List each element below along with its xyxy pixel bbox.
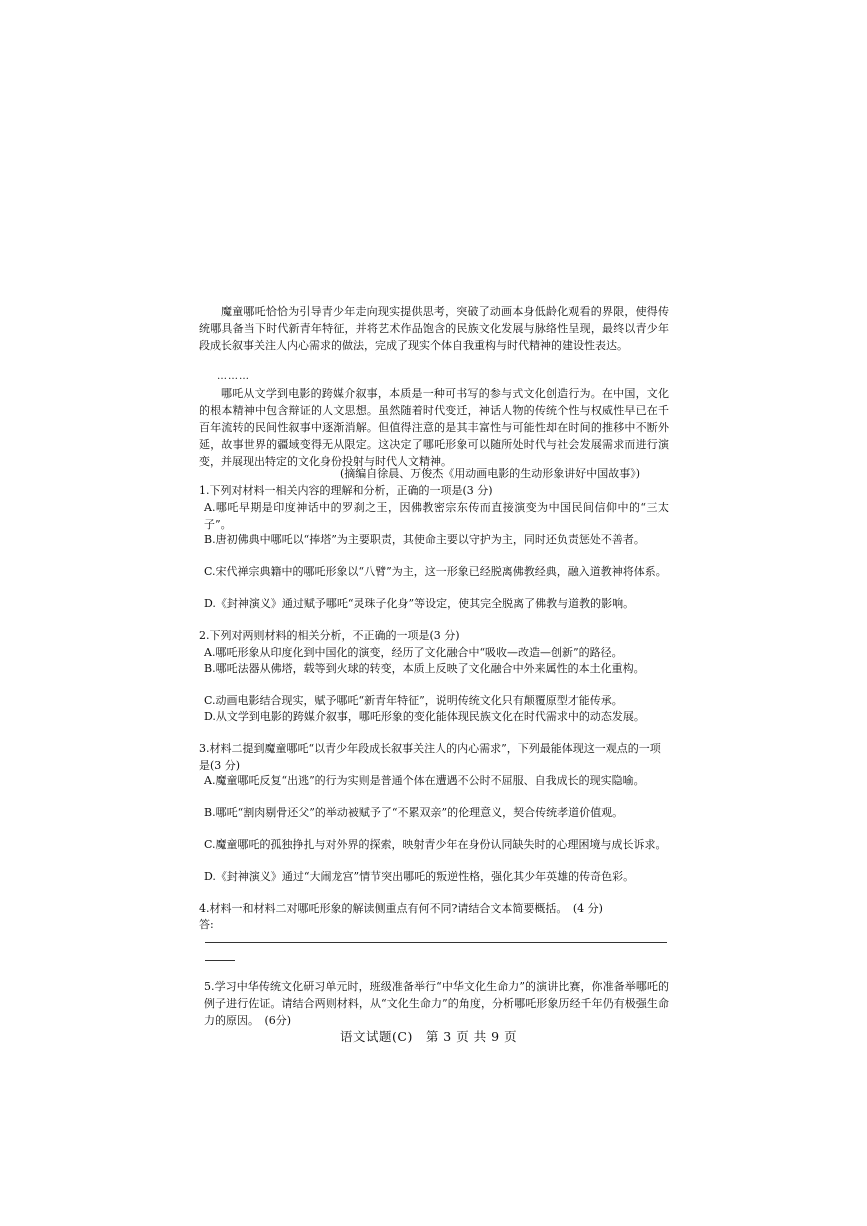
passage-paragraph-1: 魔童哪吒恰恰为引导青少年走向现实提供思考，突破了动画本身低龄化观看的界限，使得传统哪具备当下时代新青年特征，并将艺术作品饱含的民族文化发展与脉络性呈现，最终以青少年段成长叙事关注人内心需求的做法，完成了现实个体自我重构与时代精神的建设性表达。 — [199, 305, 669, 352]
question-1-option-d: D.《封神演义》通过赋予哪吒“灵珠子化身”等设定，使其完全脱离了佛教与道教的影响。 — [204, 597, 635, 610]
passage-paragraph-2: 哪吒从文学到电影的跨媒介叙事，本质是一种可书写的参与式文化创造行为。在中国，文化的根本精神中包含辩证的人文思想。虽然随着时代变迁，神话人物的传统个性与权威性早已在千百年流转的民间性叙事中逐渐消解。但值得注意的是其丰富性与可能性却在时间的推移中不断外延，故事世界的疆域变得无从限定。这决定了哪吒形象可以随所处时代与社会发展需求而进行演变，并展现出特定的文化身份投射与时代人文精神。 — [199, 387, 669, 468]
passage-source: (摘编自徐晨、万俊杰《用动画电影的生动形象讲好中国故事》) — [340, 467, 641, 480]
question-1-option-a: A.哪吒早期是印度神话中的罗刹之王，因佛教密宗东传而直接演变为中国民间信仰中的“三太子”。 — [204, 501, 669, 531]
question-2-option-d: D.从文学到电影的跨媒介叙事，哪吒形象的变化能体现民族文化在时代需求中的动态发展。 — [204, 710, 645, 723]
question-1-option-c: C.宋代禅宗典籍中的哪吒形象以“八臂”为主，这一形象已经脱离佛教经典，融入道教神将体系。 — [204, 565, 667, 578]
question-2-option-b: B.哪吒法器从佛塔，载等到火球的转变，本质上反映了文化融合中外来属性的本土化重构。 — [204, 662, 645, 675]
ellipsis: ……… — [217, 371, 250, 382]
question-3-stem: 3.材料二提到魔童哪吒“以青少年段成长叙事关注人的内心需求”，下列最能体现这一观点的一项是(3 分) — [199, 742, 661, 772]
page-footer: 语文试题(C) 第 3 页 共 9 页 — [340, 1029, 518, 1044]
question-1-stem: 1.下列对材料一相关内容的理解和分析，正确的一项是(3 分) — [199, 484, 493, 497]
question-3-option-d: D.《封神演义》通过“大闹龙宫”情节突出哪吒的叛逆性格，强化其少年英雄的传奇色彩。 — [204, 870, 635, 883]
question-4-stem: 4.材料一和材料二对哪吒形象的解读侧重点有何不同?请结合文本简要概括。 (4 分) — [199, 902, 603, 915]
question-2-stem: 2.下列对两则材料的相关分析，不正确的一项是(3 分) — [199, 629, 460, 642]
question-2-option-a: A.哪吒形象从印度化到中国化的演变，经历了文化融合中“吸收—改造—创新”的路径。 — [204, 646, 623, 659]
answer-label: 答: — [199, 918, 214, 931]
answer-line — [205, 942, 667, 943]
question-3-option-a: A.魔童哪吒反复“出逃”的行为实则是普通个体在遭遇不公时不屈服、自我成长的现实隐喻。 — [204, 774, 645, 787]
question-3-option-b: B.哪吒“割肉剔骨还父”的举动被赋予了“不累双亲”的伦理意义，契合传统孝道价值观。 — [204, 806, 624, 819]
question-1-option-b: B.唐初佛典中哪吒以“捧塔”为主要职责，其使命主要以守护为主，同时还负责惩处不善者。 — [204, 533, 645, 546]
question-2-option-c: C.动画电影结合现实，赋予哪吒“新青年特征”，说明传统文化只有颠覆原型才能传承。 — [204, 694, 623, 707]
question-5-stem: 5.学习中华传统文化研习单元时，班级准备举行“中华文化生命力”的演讲比赛，你准备举哪吒的例子进行佐证。请结合两则材料，从“文化生命力”的角度，分析哪吒形象历经千年仍有极强生命力的原因。 (6分) — [204, 980, 669, 1027]
question-3-option-c: C.魔童哪吒的孤独挣扎与对外界的探索，映射青少年在身份认同缺失时的心理困境与成长诉求。 — [204, 838, 667, 851]
answer-line-short — [205, 960, 235, 961]
